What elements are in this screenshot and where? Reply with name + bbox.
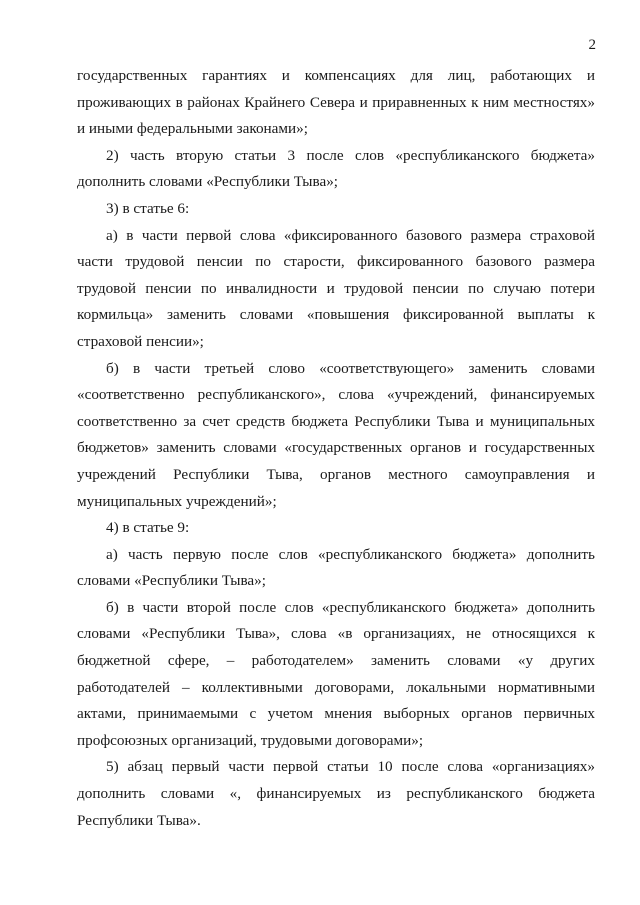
paragraph-item-5: 5) абзац первый части первой статьи 10 после слова «организациях» дополнить словами «, финансируемых из республиканского бюджета Республики Тыва». [77, 758, 595, 829]
paragraph-item-3b: б) в части третьей слово «соответствующего» заменить словами «соответственно республиканского», слова «учреждений, финансируемых соответственно за счет средств бюджета Республики Тыва и муниципальных бюджетов» заменить словами «государственных органов и государственных учреждений Республики Тыва, органов местного самоуправления и муниципальных учреждений»; [77, 359, 595, 510]
page-number: 2 [588, 37, 596, 53]
paragraph-item-3a: а) в части первой слова «фиксированного базового размера страховой части трудовой пенсии по старости, фиксированного базового размера трудовой пенсии по инвалидности и трудовой пенсии по случаю потери кормильца» заменить словами «повышения фиксированной выплаты к страховой пенсии»; [77, 226, 595, 350]
paragraph-item-3-heading: 3) в статье 6: [106, 199, 190, 217]
document-body [77, 63, 595, 834]
paragraph-item-4a: а) часть первую после слов «республиканского бюджета» дополнить словами «Республики Тыва»; [77, 545, 595, 590]
paragraph-item-4b: б) в части второй после слов «республиканского бюджета» дополнить словами «Республики Тыва», слова «в организациях, не относящихся к бюджетной сфере, – работодателем» заменить словами «у других работодателей – коллективными договорами, локальными нормативными актами, принимаемыми с учетом мнения выборных органов первичных профсоюзных организаций, трудовыми договорами»; [77, 598, 595, 749]
paragraph-item-4-heading: 4) в статье 9: [106, 519, 190, 537]
paragraph-item-2: 2) часть вторую статьи 3 после слов «республиканского бюджета» дополнить словами «Республики Тыва»; [77, 146, 595, 191]
paragraph-continuation: государственных гарантиях и компенсациях для лиц, работающих и проживающих в районах Крайнего Севера и приравненных к ним местностях» и иными федеральными законами»; [77, 67, 595, 138]
